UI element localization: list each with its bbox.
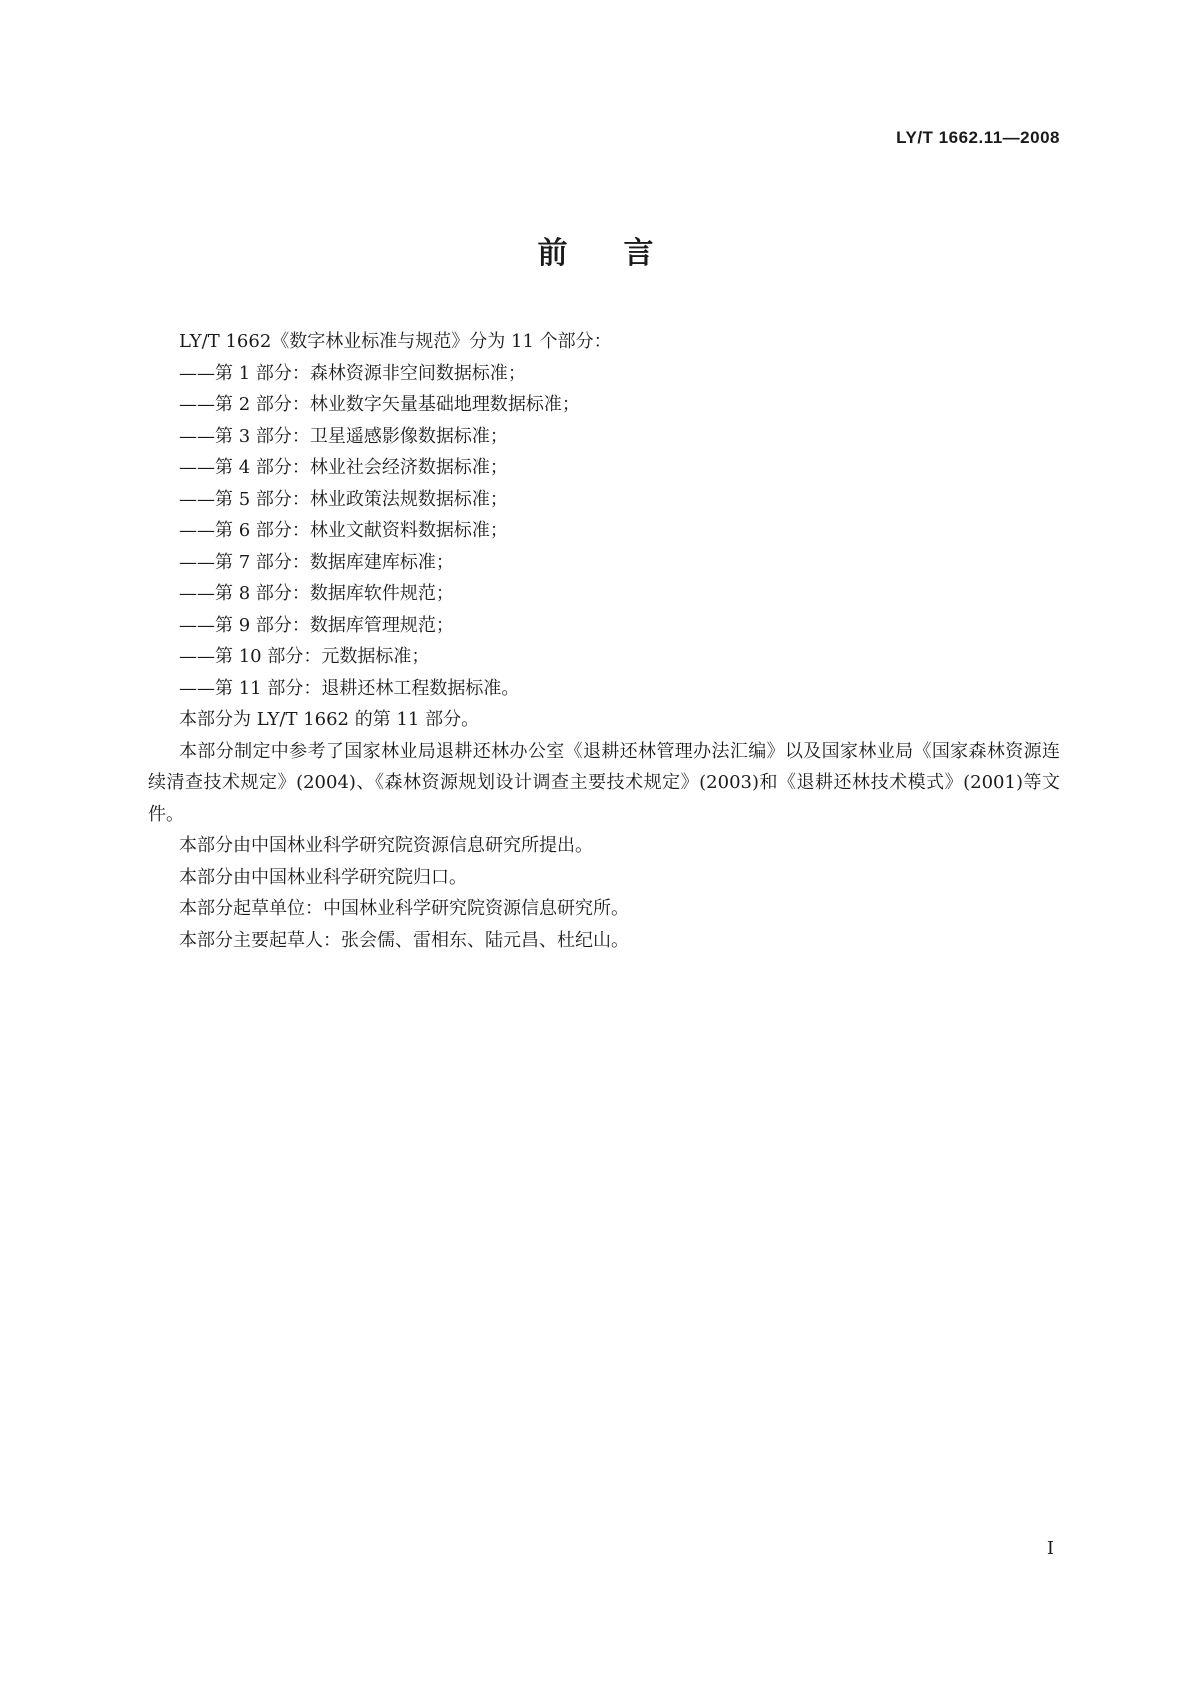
paragraph: 本部分起草单位：中国林业科学研究院资源信息研究所。 [179, 898, 629, 919]
paragraph: 本部分由中国林业科学研究院归口。 [179, 866, 467, 888]
list-item: ——第 7 部分：数据库建库标准； [179, 551, 454, 573]
parts-list [148, 358, 1060, 705]
foreword-body [148, 326, 1060, 956]
paragraph: 本部分为 LY/T 1662 的第 11 部分。 [179, 709, 480, 730]
list-item: ——第 6 部分：林业文献资料数据标准； [179, 520, 508, 541]
intro-paragraph: LY/T 1662《数字林业标准与规范》分为 11 个部分： [179, 331, 612, 352]
list-item: ——第 5 部分：林业政策法规数据标准； [179, 488, 508, 510]
list-item: ——第 4 部分：林业社会经济数据标准； [179, 457, 508, 478]
paragraph: 本部分制定中参考了国家林业局退耕还林办公室《退耕还林管理办法汇编》以及国家林业局《国家森林资源连续清查技术规定》(2004)、《森林资源规划设计调查主要技术规定》(2003)和《退耕还林技术模式》(2001)等文件。 [148, 740, 1060, 825]
list-item: ——第 3 部分：卫星遥感影像数据标准； [179, 425, 508, 447]
list-item: ——第 10 部分：元数据标准； [179, 646, 430, 667]
list-item: ——第 9 部分：数据库管理规范； [179, 614, 454, 636]
page-title: 前言 [537, 236, 710, 271]
paragraph: 本部分由中国林业科学研究院资源信息研究所提出。 [179, 835, 593, 856]
standard-code: LY/T 1662.11—2008 [896, 128, 1060, 147]
page-number: I [1046, 1538, 1054, 1559]
list-item: ——第 8 部分：数据库软件规范； [179, 583, 454, 604]
list-item: ——第 11 部分：退耕还林工程数据标准。 [179, 677, 520, 699]
list-item: ——第 1 部分：森林资源非空间数据标准； [179, 362, 526, 384]
paragraph: 本部分主要起草人：张会儒、雷相东、陆元昌、杜纪山。 [179, 929, 629, 951]
list-item: ——第 2 部分：林业数字矢量基础地理数据标准； [179, 394, 580, 415]
